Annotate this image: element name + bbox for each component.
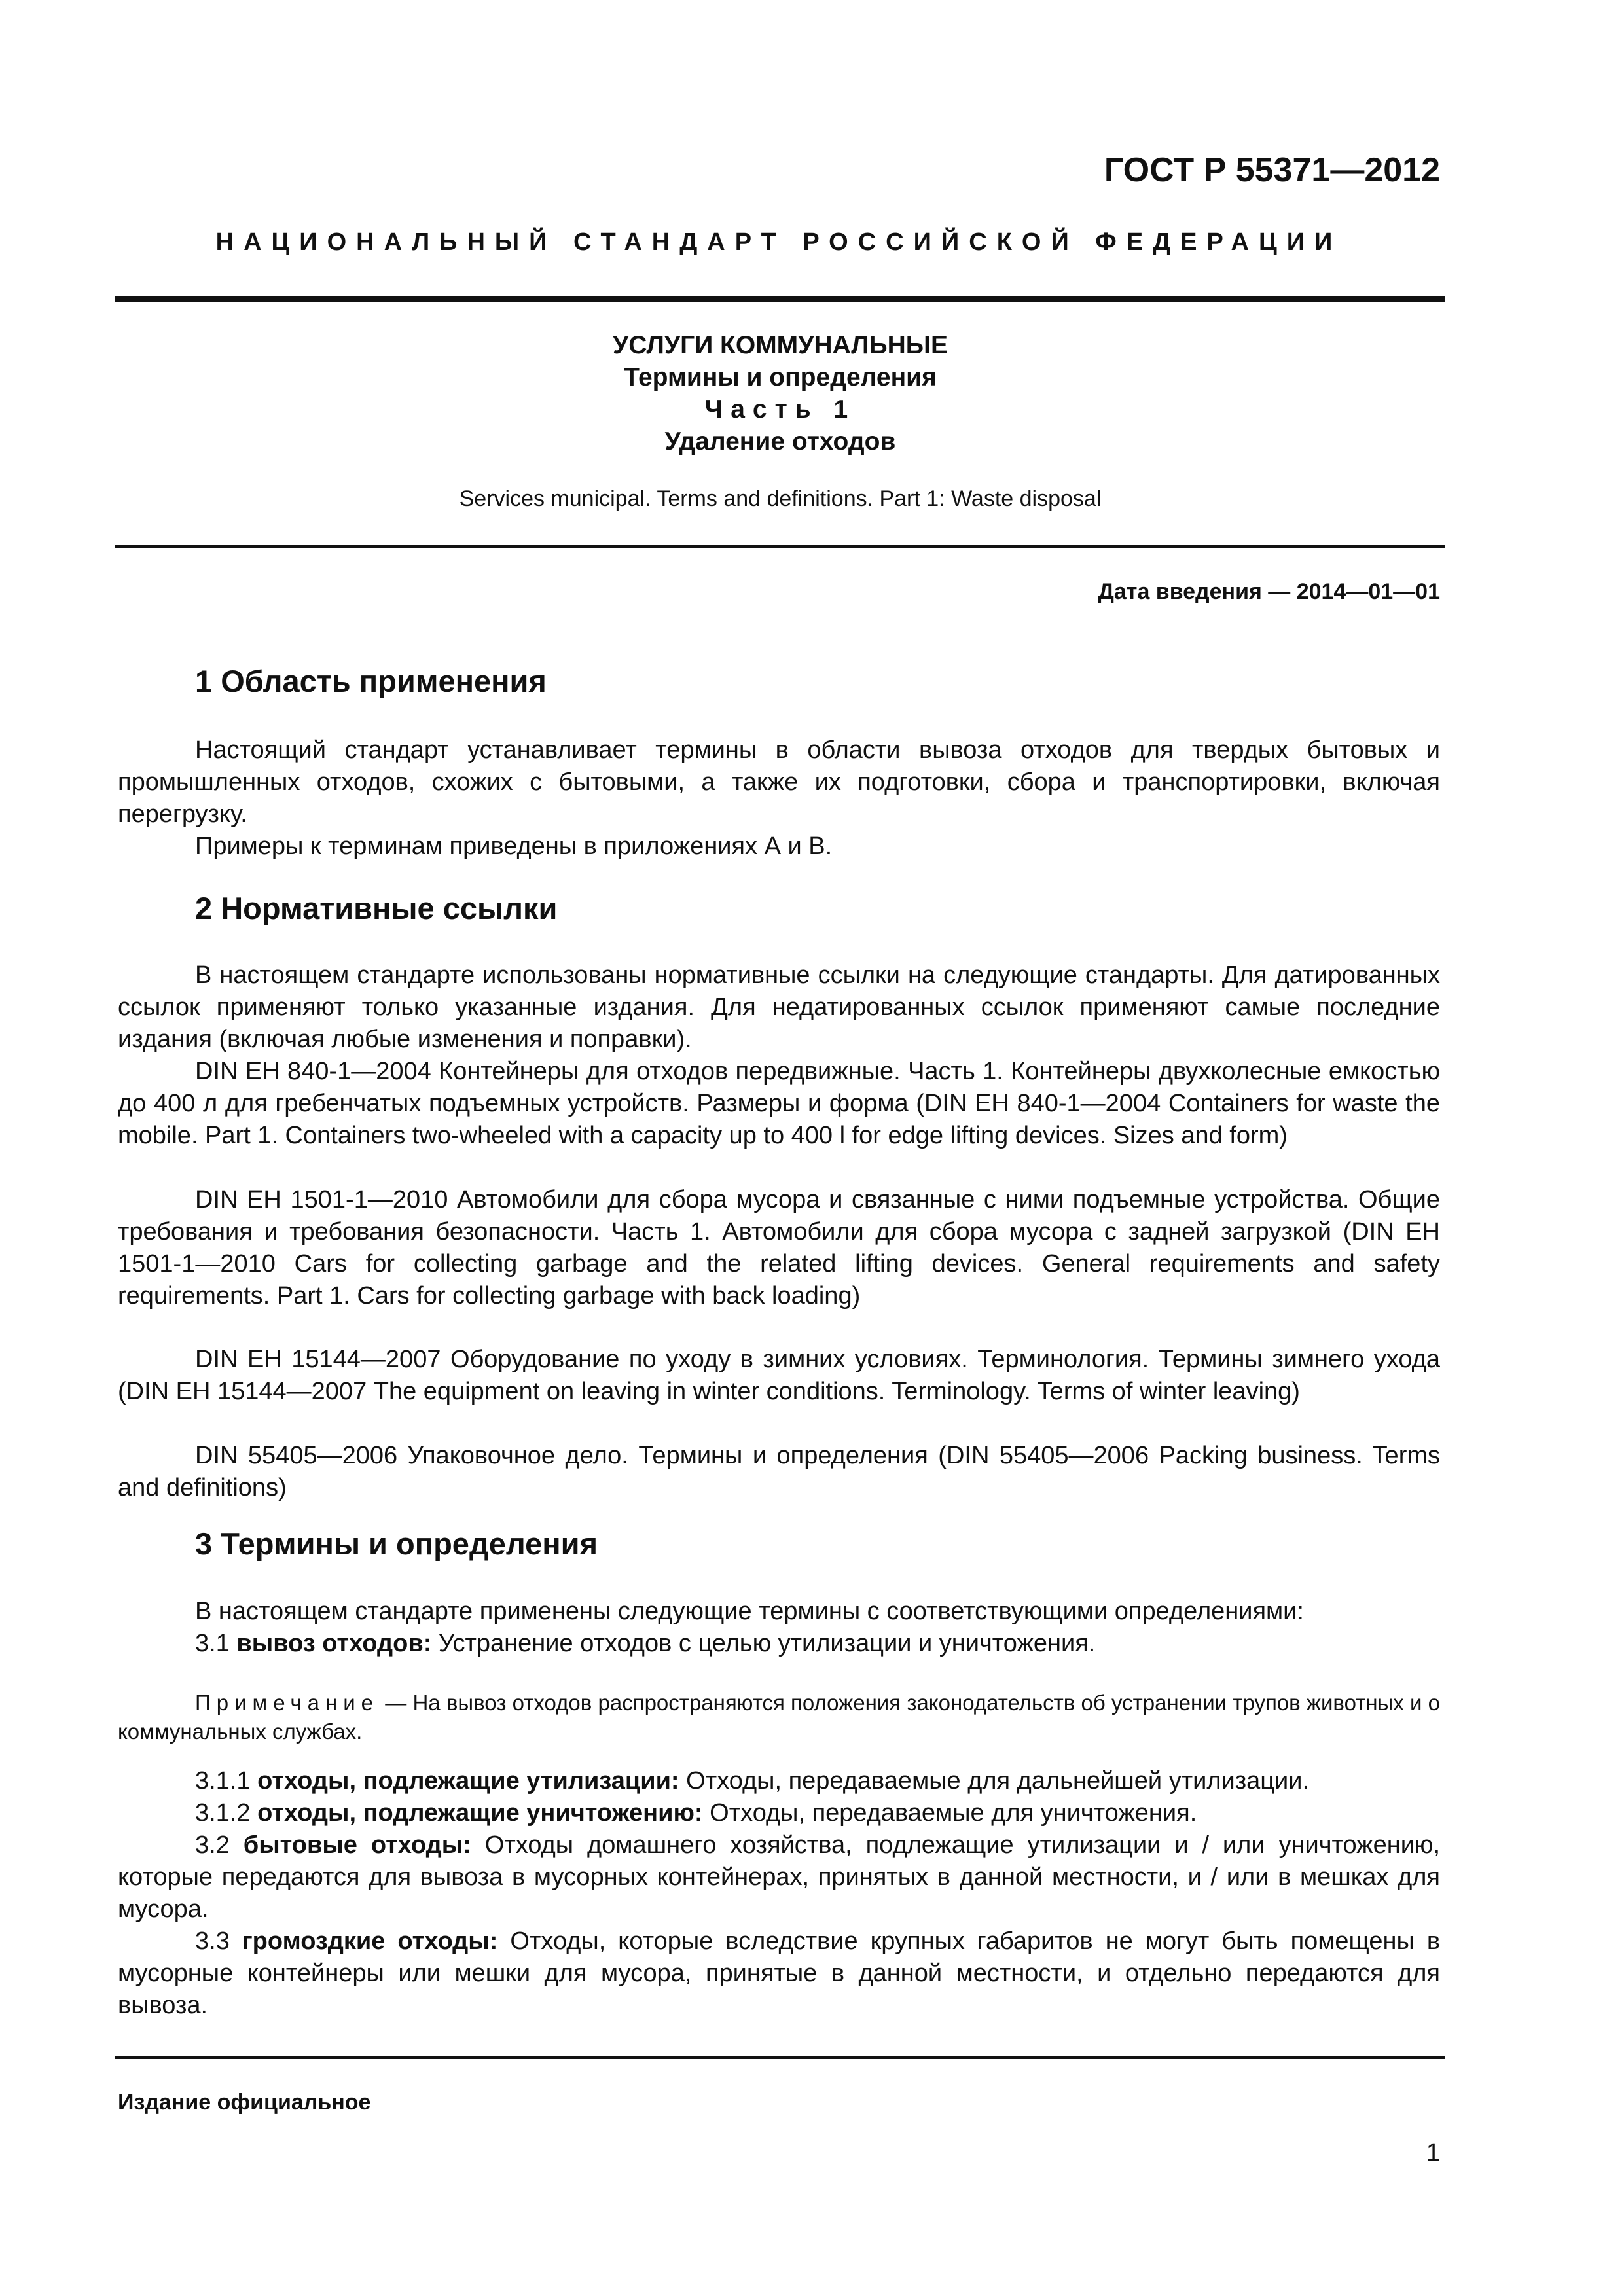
section-2-reference-din-840: DIN ЕН 840-1—2004 Контейнеры для отходов передвижные. Часть 1. Контейнеры двухколесные емкостью до 400 л для гребенчатых подъемных устройств. Размеры и форма (DIN ЕН 840-1—2004 Containers for waste the mobile. Part 1. Containers two-wheeled with a capacity up to 400 l for edge lifting devices. Sizes and form) xyxy=(118,1058,1440,1149)
term-3-1-number: 3.1 xyxy=(195,1630,230,1657)
term-3-2-number: 3.2 xyxy=(195,1831,230,1859)
term-3-3-term: громоздкие отходы: xyxy=(242,1928,498,1955)
official-edition-label: Издание официальное xyxy=(118,2090,371,2115)
section-2-reference-din-15144: DIN ЕН 15144—2007 Оборудование по уходу в зимних условиях. Терминология. Термины зимнего ухода (DIN ЕН 15144—2007 The equipment on leaving in winter conditions. Terminology. Terms of winter leaving) xyxy=(118,1346,1440,1405)
term-3-1-2-term: отходы, подлежащие уничтожению: xyxy=(257,1799,703,1827)
section-2-reference-din-55405: DIN 55405—2006 Упаковочное дело. Термины и определения (DIN 55405—2006 Packing business. Terms and definitions) xyxy=(118,1442,1440,1501)
title-line-3: Часть 1 xyxy=(704,395,856,423)
term-3-1-2-number: 3.1.2 xyxy=(195,1799,251,1827)
top-rule xyxy=(115,296,1445,302)
note-3-1 xyxy=(118,1689,1440,1746)
introduction-date: Дата введения — 2014—01—01 xyxy=(1098,579,1440,604)
term-3-1-1 xyxy=(118,1765,1440,1797)
section-1-heading: 1 Область применения xyxy=(195,664,547,698)
section-2-heading: 2 Нормативные ссылки xyxy=(195,891,558,925)
section-1-paragraph-2: Примеры к терминам приведены в приложениях А и В. xyxy=(195,833,833,860)
section-3-heading: 3 Термины и определения xyxy=(195,1526,598,1561)
note-label: Примечание xyxy=(195,1691,380,1715)
title-line-2: Термины и определения xyxy=(624,363,937,391)
title-line-1: УСЛУГИ КОММУНАЛЬНЫЕ xyxy=(613,331,948,359)
term-3-3-number: 3.3 xyxy=(195,1928,230,1955)
term-3-3 xyxy=(118,1926,1440,2022)
term-3-1 xyxy=(118,1628,1440,1660)
standard-code: ГОСТ Р 55371—2012 xyxy=(1104,151,1440,189)
title-bottom-rule xyxy=(115,545,1445,548)
term-3-1-1-definition: Отходы, передаваемые для дальнейшей утилизации. xyxy=(686,1767,1310,1795)
term-3-1-definition: Устранение отходов с целью утилизации и уничтожения. xyxy=(438,1630,1096,1657)
section-1-paragraph-1: Настоящий стандарт устанавливает термины в области вывоза отходов для твердых бытовых и промышленных отходов, схожих с бытовыми, а также их подготовки, сбора и транспортировки, включая перегрузку. xyxy=(118,736,1440,828)
title-line-4: Удаление отходов xyxy=(664,427,896,456)
term-3-1-1-term: отходы, подлежащие утилизации: xyxy=(257,1767,679,1795)
term-3-1-1-number: 3.1.1 xyxy=(195,1767,251,1795)
section-3-intro: В настоящем стандарте применены следующие термины с соответствующими определениями: xyxy=(195,1598,1304,1625)
note-text: — На вывоз отходов распространяются положения законодательств об устранении трупов животных и о коммунальных службах. xyxy=(118,1691,1441,1744)
title-block xyxy=(115,329,1445,457)
section-2-reference-din-1501: DIN ЕН 1501-1—2010 Автомобили для сбора мусора и связанные с ними подъемные устройства. Общие требования и требования безопасности. Часть 1. Автомобили для сбора мусора с задней загрузкой (DIN ЕН 1501-1—2010 Cars for collecting garbage and the related lifting devices. General requirements and safety requirements. Part 1. Cars for collecting garbage with back loading) xyxy=(118,1186,1440,1310)
term-3-2-definition: Отходы домашнего хозяйства, подлежащие утилизации и / или уничтожению, которые передаются для вывоза в мусорных контейнерах, принятых в данной местности, и / или в мешках для мусора. xyxy=(118,1831,1440,1923)
term-3-3-definition: Отходы, которые вследствие крупных габаритов не могут быть помещены в мусорные контейнеры или мешки для мусора, принятые в данной местности, и отдельно передаются для вывоза. xyxy=(118,1928,1441,2019)
page-number: 1 xyxy=(1426,2139,1440,2166)
term-3-2 xyxy=(118,1829,1440,1926)
term-3-2-term: бытовые отходы: xyxy=(243,1831,471,1859)
section-2-paragraph-1: В настоящем стандарте использованы нормативные ссылки на следующие стандарты. Для датированных ссылок применяют только указанные издания. Для недатированных ссылок применяют самые последние издания (включая любые изменения и поправки). xyxy=(118,961,1440,1053)
term-3-1-2 xyxy=(118,1797,1440,1829)
english-title: Services municipal. Terms and definitions. Part 1: Waste disposal xyxy=(459,486,1102,511)
national-standard-heading: НАЦИОНАЛЬНЫЙ СТАНДАРТ РОССИЙСКОЙ ФЕДЕРАЦИИ xyxy=(215,228,1343,256)
footer-rule xyxy=(115,2056,1445,2059)
term-3-1-2-definition: Отходы, передаваемые для уничтожения. xyxy=(710,1799,1197,1827)
term-3-1-term: вывоз отходов: xyxy=(236,1630,432,1657)
